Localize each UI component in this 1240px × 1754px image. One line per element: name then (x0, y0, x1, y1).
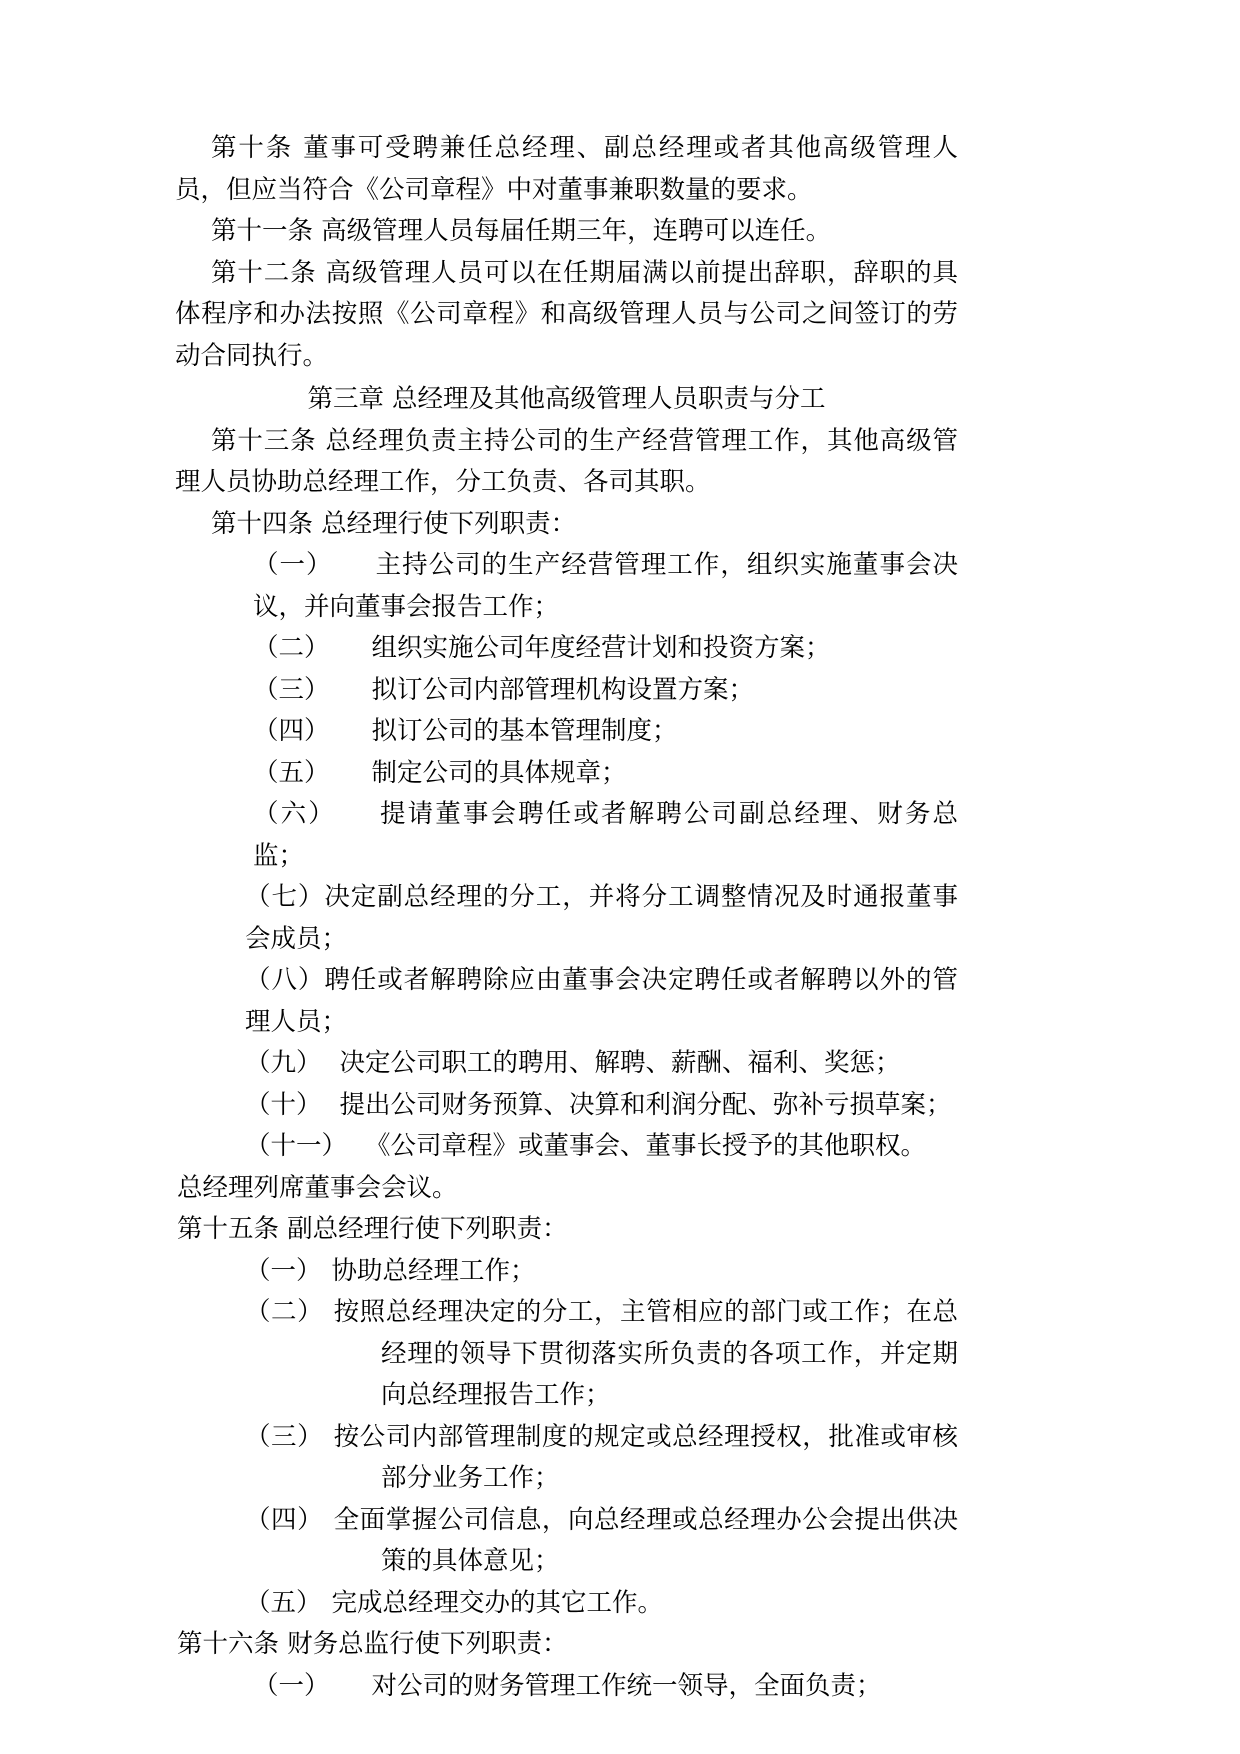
paragraph-article-15: 第十五条 副总经理行使下列职责： (177, 1214, 568, 1244)
list-item-a14-2 (175, 628, 958, 670)
paragraph-article-11: 第十一条 高级管理人员每届任期三年，连聘可以连任。 (211, 216, 832, 246)
list-item-text: 主持公司的生产经营管理工作，组织实施董事会决议，并向董事会报告工作； (253, 550, 958, 622)
list-item-text: 拟订公司的基本管理制度； (371, 716, 678, 746)
paragraph-article-10: 第十条 董事可受聘兼任总经理、副总经理或者其他高级管理人员，但应当符合《公司章程》中对董事兼职数量的要求。 (175, 133, 958, 205)
list-item-text: 组织实施公司年度经营计划和投资方案； (371, 633, 831, 663)
list-item-a15-1 (175, 1251, 958, 1293)
list-item-a15-5 (175, 1583, 958, 1625)
list-item-a14-5 (175, 753, 958, 795)
list-item-a14-11 (175, 1126, 958, 1168)
list-marker: （一） (253, 550, 333, 580)
list-marker: （一） (245, 1255, 322, 1286)
list-item-a15-3 (175, 1417, 958, 1500)
list-marker: （十一） (245, 1131, 348, 1161)
list-item-a14-4 (175, 711, 958, 753)
paragraph-article-14: 第十四条 总经理行使下列职责： (211, 508, 577, 539)
list-marker: （二） (245, 1297, 324, 1327)
list-item-text: 制定公司的具体规章； (371, 757, 627, 788)
list-item-text: 协助总经理工作； (331, 1255, 536, 1286)
list-marker: （三） (245, 1421, 324, 1452)
list-item-a14-9 (175, 1043, 958, 1085)
chapter-heading-3: 第三章 总经理及其他高级管理人员职责与分工 (307, 384, 826, 414)
list-marker: （六） (253, 799, 336, 829)
list-item-text: 提请董事会聘任或者解聘公司副总经理、财务总监； (253, 799, 958, 871)
list-item-text: 完成总经理交办的其它工作。 (331, 1587, 664, 1618)
list-marker: （五） (253, 757, 330, 788)
list-marker: （四） (245, 1504, 324, 1535)
list-marker: （七） (245, 882, 325, 912)
paragraph-article-13: 第十三条 总经理负责主持公司的生产经营管理工作，其他高级管理人员协助总经理工作，分工负责、各司其职。 (175, 425, 958, 497)
list-item-a14-1 (175, 545, 958, 628)
list-item-text: 提出公司财务预算、决算和利润分配、弥补亏损草案； (339, 1089, 952, 1120)
list-marker: （三） (253, 674, 330, 705)
document-body (175, 128, 958, 1707)
list-item-text: 《公司章程》或董事会、董事长授予的其他职权。 (365, 1131, 927, 1161)
list-item-a14-10 (175, 1085, 958, 1127)
list-marker: （二） (253, 633, 330, 663)
paragraph-article-16: 第十六条 财务总监行使下列职责： (177, 1629, 568, 1659)
list-item-text: 决定公司职工的聘用、解聘、薪酬、福利、奖惩； (339, 1048, 901, 1078)
list-marker: （十） (245, 1089, 322, 1120)
list-item-text: 对公司的财务管理工作统一领导，全面负责； (371, 1670, 882, 1701)
list-item-a14-6 (175, 794, 958, 877)
list-item-a14-7 (175, 877, 958, 960)
list-item-text: 按公司内部管理制度的规定或总经理授权，批准或审核部分业务工作； (333, 1421, 958, 1493)
list-item-a15-4 (175, 1500, 958, 1583)
paragraph-gm-attends-board: 总经理列席董事会会议。 (177, 1172, 458, 1203)
list-marker: （四） (253, 716, 330, 746)
list-item-text: 聘任或者解聘除应由董事会决定聘任或者解聘以外的管理人员； (245, 965, 958, 1037)
list-item-a15-2 (175, 1292, 958, 1417)
list-item-text: 全面掌握公司信息，向总经理或总经理办公会提出供决策的具体意见； (333, 1504, 958, 1576)
list-marker: （一） (253, 1670, 330, 1701)
list-item-a16-1 (175, 1666, 958, 1708)
list-item-a14-3 (175, 670, 958, 712)
list-marker: （九） (245, 1048, 322, 1078)
list-item-a14-8 (175, 960, 958, 1043)
list-marker: （八） (245, 965, 325, 995)
list-item-text: 决定副总经理的分工，并将分工调整情况及时通报董事会成员； (245, 882, 958, 954)
paragraph-article-12: 第十二条 高级管理人员可以在任期届满以前提出辞职，辞职的具体程序和办法按照《公司章程》和高级管理人员与公司之间签订的劳动合同执行。 (175, 257, 958, 371)
list-item-text: 拟订公司内部管理机构设置方案； (371, 674, 755, 705)
list-marker: （五） (245, 1587, 322, 1618)
list-item-text: 按照总经理决定的分工，主管相应的部门或工作；在总经理的领导下贯彻落实所负责的各项工作，并定期向总经理报告工作； (333, 1297, 958, 1410)
